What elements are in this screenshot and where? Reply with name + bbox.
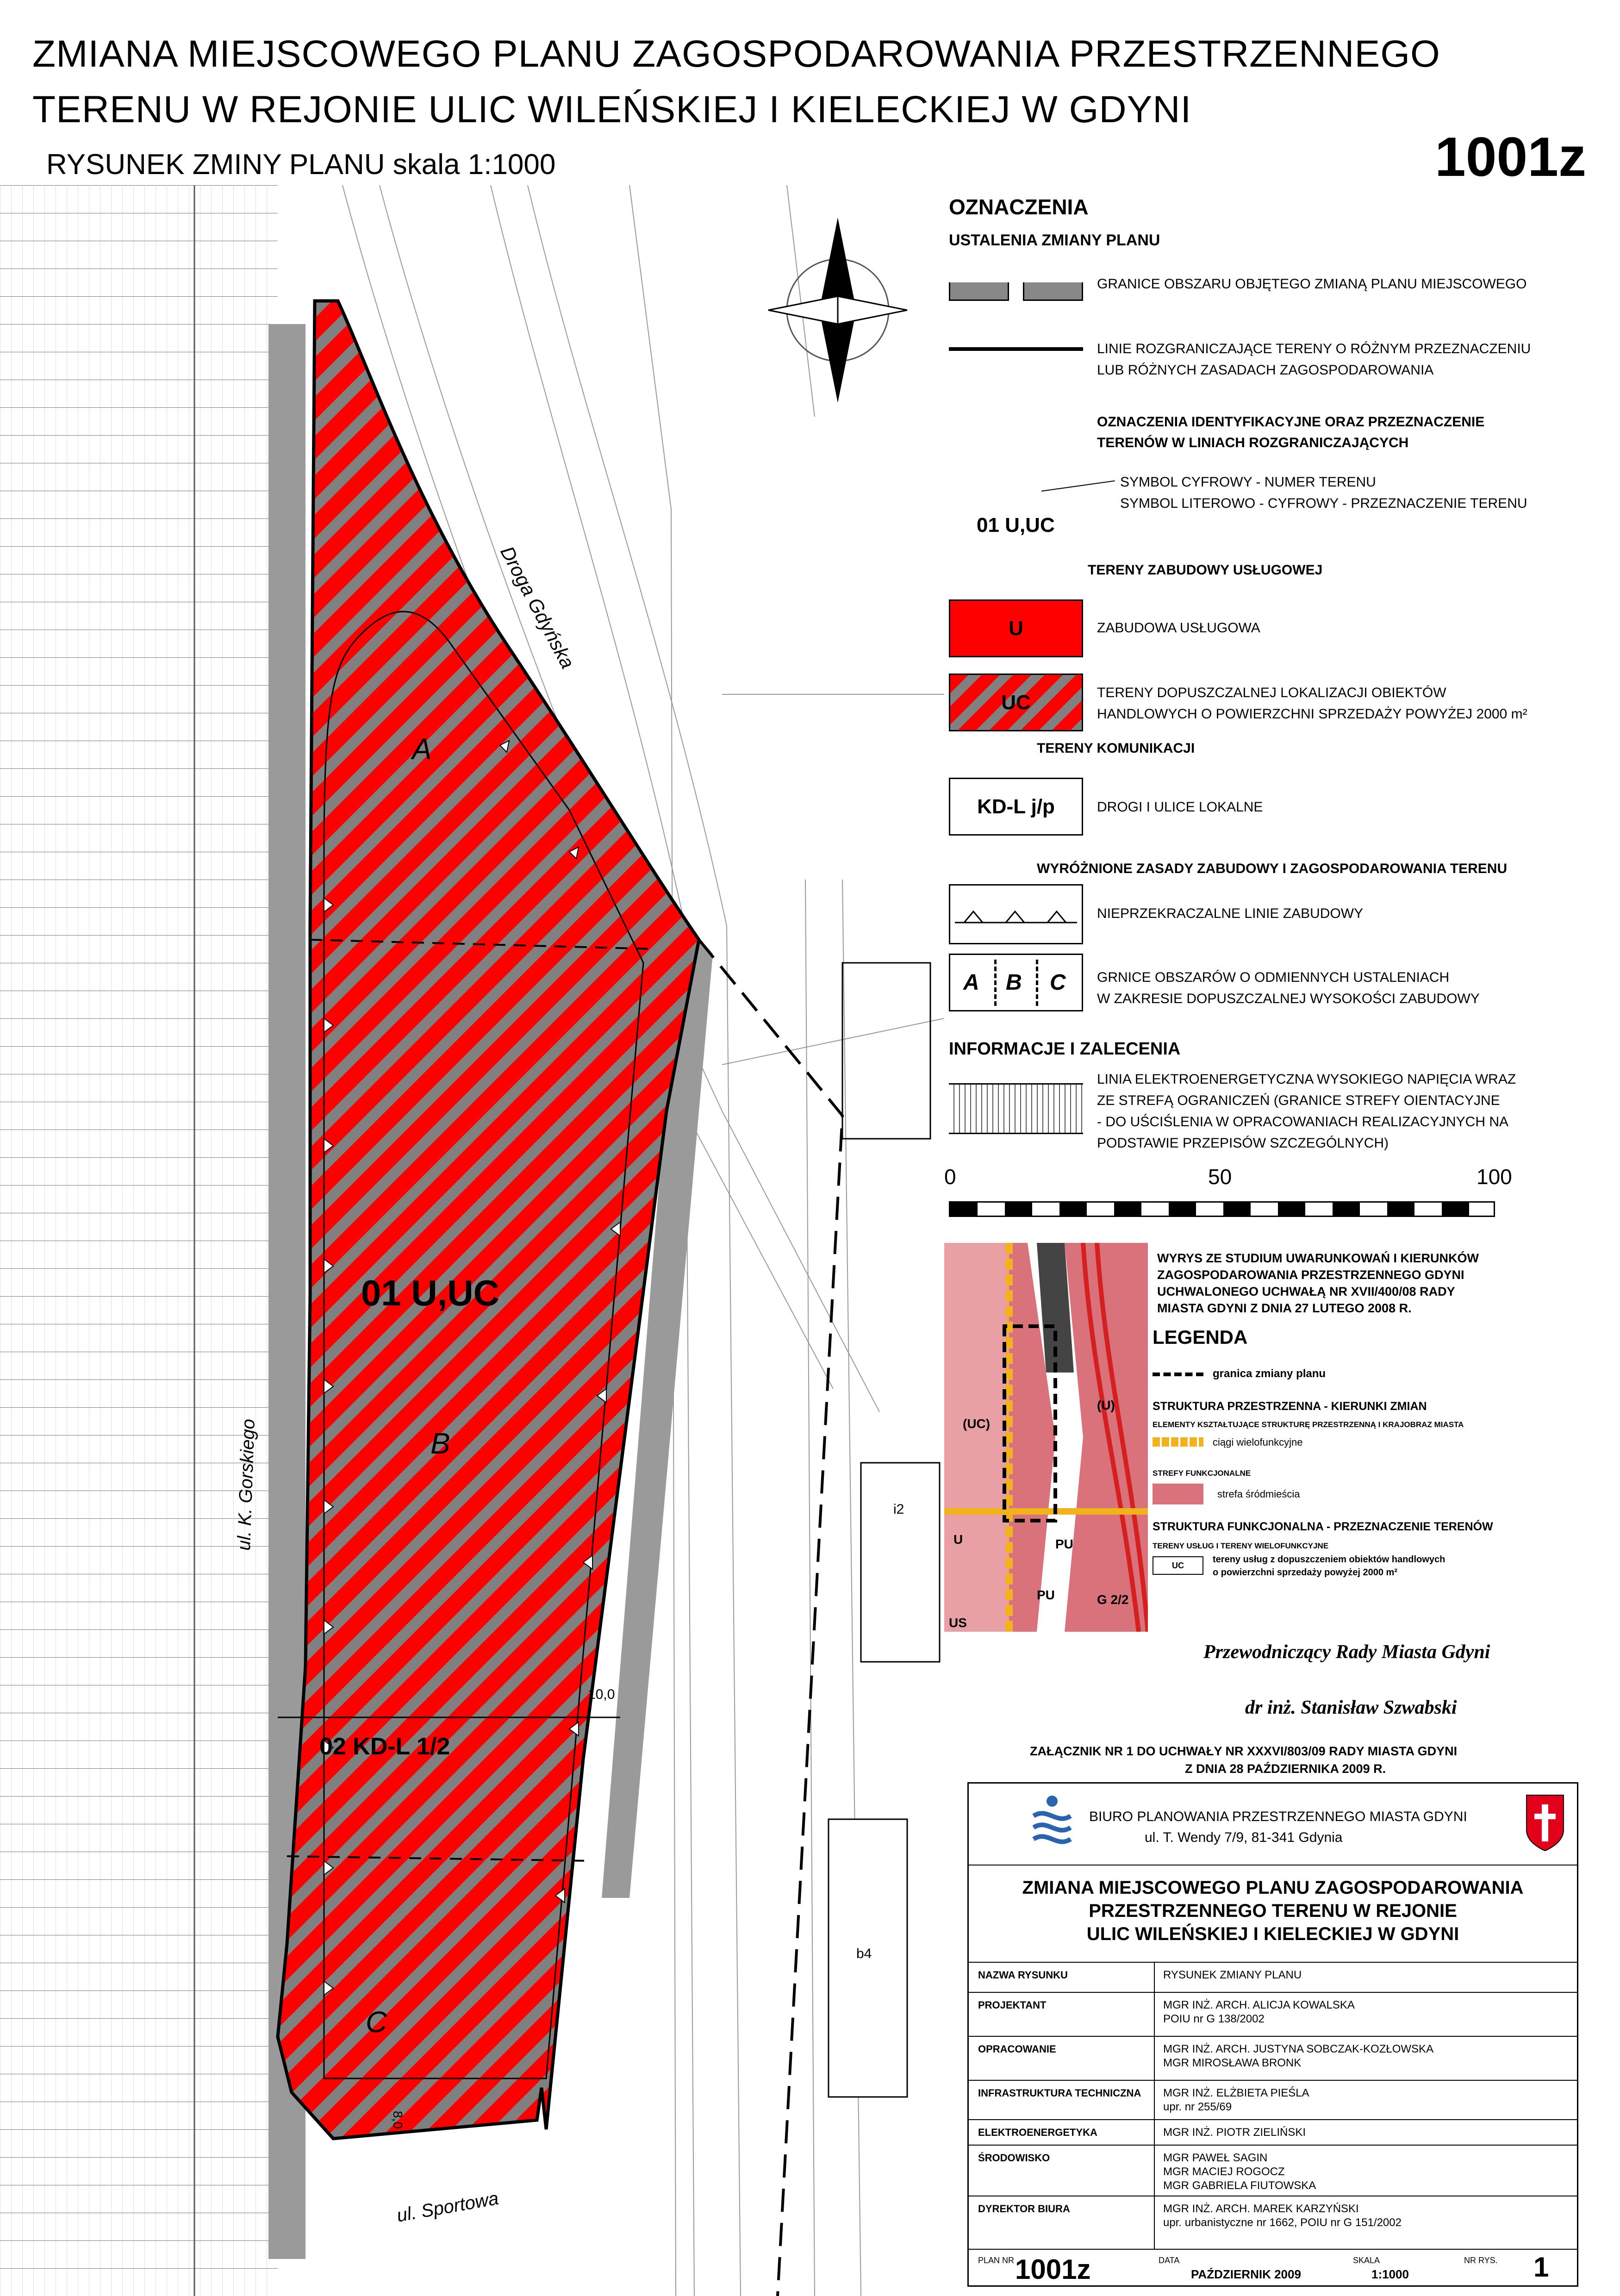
excerpt-uc-2: o powierzchni sprzedaży powyżej 2000 m² <box>1213 1567 1398 1578</box>
excerpt-uc-1: tereny usług z dopuszczeniem obiektów handlowych <box>1213 1554 1446 1565</box>
stamp-title-3: ULIC WILEŃSKIEJ I KIELECKIEJ W GDYNI <box>1086 1924 1459 1944</box>
title-line-1: ZMIANA MIEJSCOWEGO PLANU ZAGOSPODAROWANIA PRZESTRZENNEGO <box>32 33 1440 75</box>
excerpt-uc-code: UC <box>1172 1560 1184 1570</box>
stamp-row-value: RYSUNEK ZMIANY PLANU <box>1163 1969 1302 1981</box>
stamp-row <box>969 2036 1577 2080</box>
study-excerpt-map <box>944 1243 1148 1632</box>
street-gorskiego: ul. K. Gorskiego <box>234 1418 259 1551</box>
boundary-symbol <box>949 268 1083 315</box>
legend-u-desc: ZABUDOWA USŁUGOWA <box>1097 620 1260 636</box>
excerpt-label-pu-1: PU <box>1055 1537 1073 1551</box>
legend-uc-desc-1: TERENY DOPUSZCZALNEJ LOKALIZACJI OBIEKTÓW <box>1097 685 1446 700</box>
stamp-row-label: NAZWA RYSUNKU <box>978 1969 1068 1981</box>
stamp-rows <box>969 1962 1577 2249</box>
title-line-2: TERENU W REJONIE ULIC WILEŃSKIEJ I KIELECKIEJ W GDYNI <box>32 88 1192 131</box>
building-b4-label: b4 <box>856 1946 872 1961</box>
abc-symbol <box>949 954 1083 1011</box>
u-code: U <box>1009 617 1023 640</box>
legend-symbol-example: 01 U,UC <box>977 514 1055 537</box>
excerpt-functional-zones: STREFY FUNKCJONALNE <box>1153 1469 1251 1478</box>
zone-label: 01 U,UC <box>361 1273 500 1313</box>
legend-symbol-lit: SYMBOL LITEROWO - CYFROWY - PRZEZNACZENIE TERENU <box>1120 496 1527 511</box>
scale-tick-100: 100 <box>1477 1165 1512 1189</box>
excerpt-title-1: WYRYS ZE STUDIUM UWARUNKOWAŃ I KIERUNKÓW <box>1157 1251 1479 1265</box>
legend-uc-desc-2: HANDLOWYCH O POWIERZCHNI SPRZEDAŻY POWYŻEJ 2000 m² <box>1097 706 1527 722</box>
building-outline <box>842 963 930 1139</box>
scale-tick-0: 0 <box>944 1165 956 1189</box>
excerpt-service-areas: TERENY USŁUG I TERENY WIELOFUNKCYJNE <box>1153 1541 1329 1550</box>
excerpt-label-us: US <box>949 1616 967 1630</box>
stamp-row-label: ELEKTROENERGETYKA <box>978 2127 1097 2138</box>
sheet-value: 1 <box>1533 2252 1549 2283</box>
stamp-title-2: PRZESTRZENNEGO TERENU W REJONIE <box>1089 1901 1457 1921</box>
street-sportowa: ul. Sportowa <box>395 2188 500 2226</box>
area-label-a: A <box>412 732 432 766</box>
legend-ident-1: OZNACZENIA IDENTYFIKACYJNE ORAZ PRZEZNACZENIE <box>1097 414 1485 430</box>
legend-info-heading: INFORMACJE I ZALECENIA <box>949 1039 1181 1059</box>
stamp-row-value: upr. nr 255/69 <box>1163 2101 1232 2113</box>
plan-code: 1001z <box>1435 126 1586 188</box>
excerpt-label-u2: U <box>953 1532 963 1547</box>
annex-line-1: ZAŁĄCZNIK NR 1 DO UCHWAŁY NR XXXVI/803/09 RADY MIASTA GDYNI <box>1030 1744 1458 1758</box>
title-block <box>967 1782 1578 2287</box>
legend-dividing-line-2: LUB RÓŻNYCH ZASADACH ZAGOSPODAROWANIA <box>1097 362 1434 378</box>
legend-power-2: ZE STREFĄ OGRANICZEŃ (GRANICE STREFY OIENTACYJNE <box>1097 1093 1500 1108</box>
zone-01-u-uc[interactable] <box>278 301 699 2139</box>
signature-name: dr inż. Stanisław Szwabski <box>1245 1697 1457 1718</box>
power-line-symbol <box>949 1083 1083 1134</box>
building-line-symbol <box>949 884 1083 944</box>
kdl-code: KD-L j/p <box>977 795 1055 818</box>
excerpt-title-3: UCHWALONEGO UCHWAŁĄ NR XVII/400/08 RADY <box>1157 1285 1455 1298</box>
legend-power-3: - DO UŚCIŚLENIA W OPRACOWANIACH REALIZACYJNYCH NA <box>1097 1114 1509 1129</box>
stamp-row <box>969 1992 1577 2036</box>
excerpt-multifunction: ciągi wielofunkcyjne <box>1213 1436 1303 1448</box>
stamp-title-1: ZMIANA MIEJSCOWEGO PLANU ZAGOSPODAROWANIA <box>1022 1878 1524 1898</box>
legend-power-1: LINIA ELEKTROENERGETYCZNA WYSOKIEGO NAPIĘCIA WRAZ <box>1097 1072 1516 1087</box>
area-label-c: C <box>366 2005 387 2039</box>
legend-section-1: USTALENIA ZMIANY PLANU <box>949 231 1160 249</box>
legend-heading: OZNACZENIA <box>949 195 1089 219</box>
excerpt-uc-symbol <box>1153 1556 1203 1575</box>
stamp-row-value: MGR INŻ. ELŻBIETA PIEŚLA <box>1163 2087 1309 2099</box>
legend-boundary: GRANICE OBSZARU OBJĘTEGO ZMIANĄ PLANU MIEJSCOWEGO <box>1097 276 1527 292</box>
legend-services-heading: TERENY ZABUDOWY USŁUGOWEJ <box>1088 562 1323 578</box>
stamp-row-value: MGR INŻ. ARCH. ALICJA KOWALSKA <box>1163 1999 1355 2011</box>
office-logo-icon <box>1029 1793 1075 1848</box>
abc-a: A <box>963 970 979 995</box>
city-crest-icon <box>1524 1793 1566 1853</box>
uc-symbol <box>949 674 1083 731</box>
legend-comm-heading: TERENY KOMUNIKACJI <box>1037 741 1195 756</box>
power-line-zone <box>0 185 278 2296</box>
stamp-row <box>969 1962 1577 1992</box>
stamp-row <box>969 2080 1577 2119</box>
road-label: 02 KD-L 1/2 <box>319 1733 450 1760</box>
kdl-symbol <box>949 778 1083 836</box>
sheet-label: NR RYS. <box>1464 2256 1498 2265</box>
scale-value: 1:1000 <box>1371 2267 1409 2281</box>
date-label: DATA <box>1159 2256 1180 2265</box>
stamp-row-label: OPRACOWANIE <box>978 2043 1056 2055</box>
area-label-b: B <box>430 1427 450 1460</box>
legend-dividing-line-1: LINIE ROZGRANICZAJĄCE TERENY O RÓŻNYM PRZEZNACZENIU <box>1097 341 1531 356</box>
stamp-row-label: INFRASTRUKTURA TECHNICZNA <box>978 2087 1141 2099</box>
stamp-row-label: PROJEKTANT <box>978 1999 1047 2011</box>
dimension-8: 8,0 <box>391 2111 405 2129</box>
stamp-row <box>969 2196 1577 2240</box>
street-droga-gdynska: Droga Gdyńska <box>496 543 579 672</box>
legend-rules-heading: WYRÓŻNIONE ZASADY ZABUDOWY I ZAGOSPODAROWANIA TERENU <box>1037 861 1508 876</box>
stamp-row-value: POIU nr G 138/2002 <box>1163 2013 1265 2025</box>
stamp-row-label: ŚRODOWISKO <box>978 2152 1050 2164</box>
excerpt-label-uc: (UC) <box>963 1416 991 1431</box>
signature-chair: Przewodniczący Rady Miasta Gdyni <box>1203 1641 1490 1663</box>
stamp-row-value: MGR PAWEŁ SAGIN <box>1163 2152 1268 2164</box>
excerpt-boundary-symbol <box>1153 1373 1203 1383</box>
u-symbol <box>949 599 1083 657</box>
building-i2-label: i2 <box>893 1502 904 1517</box>
abc-b: B <box>1006 970 1022 995</box>
stamp-row-value: upr. urbanistyczne nr 1662, POIU nr G 151/2002 <box>1163 2216 1402 2229</box>
excerpt-boundary: granica zmiany planu <box>1213 1367 1326 1380</box>
excerpt-downtown-symbol <box>1153 1484 1203 1504</box>
legend-ident-2: TERENÓW W LINIACH ROZGRANICZAJĄCYCH <box>1097 435 1409 450</box>
plan-nr-label: PLAN NR <box>978 2256 1015 2265</box>
excerpt-label-pu-2: PU <box>1037 1588 1055 1602</box>
north-arrow-icon <box>768 218 907 403</box>
excerpt-multifunction-symbol <box>1153 1437 1203 1447</box>
excerpt-shaping-elements: ELEMENTY KSZTAŁTUJĄCE STRUKTURĘ PRZESTRZENNĄ I KRAJOBRAZ MIASTA <box>1153 1420 1464 1429</box>
stamp-row-value: MGR MACIEJ ROGOCZ <box>1163 2165 1285 2178</box>
office-address: ul. T. Wendy 7/9, 81-341 Gdynia <box>1145 1830 1343 1845</box>
annex-line-2: Z DNIA 28 PAŹDZIERNIKA 2009 R. <box>1185 1762 1386 1776</box>
plan-boundary-dashed <box>699 940 842 2296</box>
stamp-row-value: MGR GABRIELA FIUTOWSKA <box>1163 2179 1316 2192</box>
stamp-row-label: DYREKTOR BIURA <box>978 2203 1070 2215</box>
scale-bar <box>949 1201 1495 1217</box>
leader-line <box>1041 480 1115 492</box>
subtitle: RYSUNEK ZMINY PLANU skala 1:1000 <box>46 149 556 181</box>
plan-nr: 1001z <box>1015 2254 1091 2285</box>
stamp-row <box>969 2145 1577 2196</box>
excerpt-legend-heading: LEGENDA <box>1153 1326 1248 1348</box>
legend-building-line: NIEPRZEKRACZALNE LINIE ZABUDOWY <box>1097 906 1364 921</box>
excerpt-functional-heading: STRUKTURA FUNKCJONALNA - PRZEZNACZENIE TERENÓW <box>1153 1520 1493 1533</box>
stamp-row-value: MGR INŻ. PIOTR ZIELIŃSKI <box>1163 2126 1306 2139</box>
plan-map <box>0 185 944 2296</box>
legend-symbol-num: SYMBOL CYFROWY - NUMER TERENU <box>1120 474 1376 490</box>
excerpt-title-2: ZAGOSPODAROWANIA PRZESTRZENNEGO GDYNI <box>1157 1268 1464 1282</box>
excerpt-title-4: MIASTA GDYNI Z DNIA 27 LUTEGO 2008 R. <box>1157 1301 1412 1315</box>
stamp-row <box>969 2119 1577 2145</box>
stamp-row-value: MGR MIROSŁAWA BRONK <box>1163 2057 1302 2069</box>
scale-tick-50: 50 <box>1208 1165 1232 1189</box>
excerpt-downtown: strefa śródmieścia <box>1217 1488 1300 1500</box>
uc-code: UC <box>1001 691 1031 714</box>
abc-c: C <box>1050 970 1066 995</box>
legend-power-4: PODSTAWIE PRZEPISÓW SZCZEGÓLNYCH) <box>1097 1136 1389 1151</box>
excerpt-label-u: (U) <box>1097 1398 1115 1412</box>
stamp-row-value: MGR INŻ. ARCH. MAREK KARZYŃSKI <box>1163 2202 1359 2215</box>
excerpt-label-g: G 2/2 <box>1097 1592 1129 1607</box>
scale-label: SKALA <box>1353 2256 1380 2265</box>
dividing-line-symbol <box>949 347 1083 351</box>
legend-kdl-desc: DROGI I ULICE LOKALNE <box>1097 799 1263 815</box>
date-value: PAŹDZIERNIK 2009 <box>1191 2267 1301 2281</box>
legend-abc-desc-2: W ZAKRESIE DOPUSZCZALNEJ WYSOKOŚCI ZABUDOWY <box>1097 991 1480 1006</box>
building-i2 <box>861 1463 940 1662</box>
office-name: BIURO PLANOWANIA PRZESTRZENNEGO MIASTA GDYNI <box>1089 1809 1467 1824</box>
legend-abc-desc-1: GRNICE OBSZARÓW O ODMIENNYCH USTALENIACH <box>1097 970 1450 985</box>
dimension-10: 10,0 <box>588 1687 615 1702</box>
stamp-row-value: MGR INŻ. ARCH. JUSTYNA SOBCZAK-KOZŁOWSKA <box>1163 2043 1434 2055</box>
excerpt-structure-heading: STRUKTURA PRZESTRZENNA - KIERUNKI ZMIAN <box>1153 1400 1427 1413</box>
